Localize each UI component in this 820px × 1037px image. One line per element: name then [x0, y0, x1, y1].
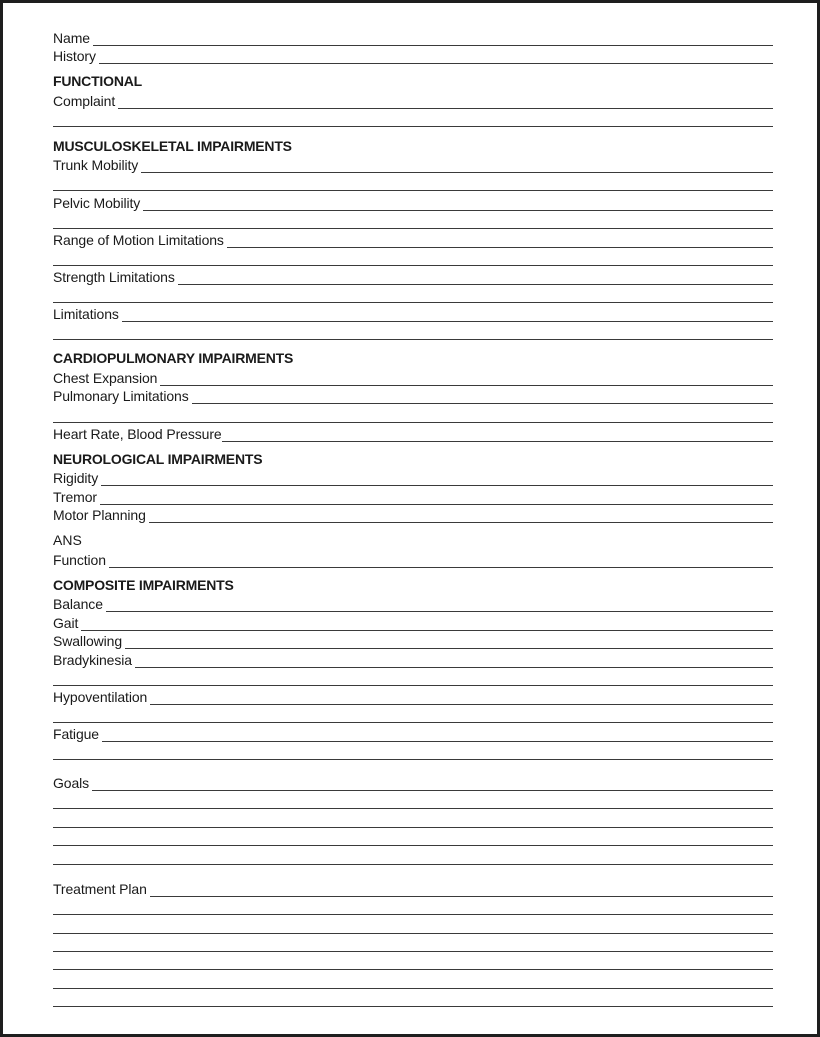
gait-field[interactable] — [81, 614, 773, 631]
complaint-row — [53, 91, 773, 109]
composite-heading: COMPOSITE IMPAIRMENTS — [53, 577, 234, 593]
strength-limitations-label: Strength Limitations — [53, 269, 175, 285]
treatment-plan-continuation-row — [53, 897, 773, 915]
goals-continuation-row — [53, 828, 773, 846]
pelvic-mobility-field-line-2[interactable] — [53, 212, 773, 229]
goals-row — [53, 773, 773, 791]
rigidity-label: Rigidity — [53, 470, 99, 486]
goals-field-line-2[interactable] — [53, 792, 773, 809]
bradykinesia-field[interactable] — [135, 651, 773, 668]
trunk-mobility-field-line-2[interactable] — [53, 174, 773, 191]
rom-limitations-continuation-row — [53, 248, 773, 266]
goals-continuation-row — [53, 791, 773, 809]
bradykinesia-row — [53, 650, 773, 668]
pelvic-mobility-field[interactable] — [143, 194, 773, 211]
limitations-continuation-row — [53, 322, 773, 340]
function-row — [53, 550, 773, 568]
fatigue-continuation-row — [53, 742, 773, 760]
heart-rate-bp-row — [53, 424, 773, 442]
trunk-mobility-field[interactable] — [141, 156, 773, 173]
rom-limitations-field[interactable] — [227, 231, 773, 248]
chest-expansion-field[interactable] — [160, 369, 773, 386]
motor-planning-label: Motor Planning — [53, 507, 146, 523]
limitations-field[interactable] — [122, 305, 773, 322]
heart-rate-bp-field[interactable] — [222, 425, 773, 442]
strength-limitations-row — [53, 267, 773, 285]
bradykinesia-continuation-row — [53, 668, 773, 686]
goals-continuation-row — [53, 847, 773, 865]
rom-limitations-field-line-2[interactable] — [53, 249, 773, 266]
pulmonary-limitations-continuation-row — [53, 405, 773, 423]
strength-limitations-field-line-2[interactable] — [53, 286, 773, 303]
fatigue-field[interactable] — [102, 725, 773, 742]
treatment-plan-continuation-row — [53, 934, 773, 952]
pulmonary-limitations-label: Pulmonary Limitations — [53, 388, 189, 404]
functional-heading: FUNCTIONAL — [53, 73, 142, 89]
tremor-field[interactable] — [100, 488, 773, 505]
name-field[interactable] — [93, 29, 773, 46]
treatment-plan-field-line-5[interactable] — [53, 953, 773, 970]
swallowing-field[interactable] — [125, 632, 773, 649]
complaint-continuation-row — [53, 109, 773, 127]
complaint-field-line-2[interactable] — [53, 110, 773, 127]
pulmonary-limitations-row — [53, 386, 773, 404]
trunk-mobility-label: Trunk Mobility — [53, 157, 139, 173]
hypoventilation-label: Hypoventilation — [53, 689, 148, 705]
limitations-row — [53, 304, 773, 322]
pulmonary-limitations-field-line-2[interactable] — [53, 406, 773, 423]
trunk-mobility-row — [53, 155, 773, 173]
treatment-plan-field-line-7[interactable] — [53, 990, 773, 1007]
goals-field-line-3[interactable] — [53, 811, 773, 828]
chest-expansion-row — [53, 368, 773, 386]
treatment-plan-label: Treatment Plan — [53, 881, 147, 897]
fatigue-field-line-2[interactable] — [53, 743, 773, 760]
bradykinesia-label: Bradykinesia — [53, 652, 132, 668]
balance-field[interactable] — [106, 595, 773, 612]
fatigue-row — [53, 724, 773, 742]
goals-label: Goals — [53, 775, 90, 791]
complaint-field[interactable] — [118, 92, 773, 109]
musculoskeletal-heading: MUSCULOSKELETAL IMPAIRMENTS — [53, 138, 292, 154]
strength-limitations-continuation-row — [53, 285, 773, 303]
tremor-row — [53, 487, 773, 505]
heart-rate-bp-label: Heart Rate, Blood Pressure — [53, 426, 222, 442]
pulmonary-limitations-field[interactable] — [192, 387, 773, 404]
fatigue-label: Fatigue — [53, 726, 99, 742]
gait-label: Gait — [53, 615, 79, 631]
balance-row — [53, 594, 773, 612]
hypoventilation-field-line-2[interactable] — [53, 706, 773, 723]
goals-field[interactable] — [92, 774, 773, 791]
cardiopulmonary-heading: CARDIOPULMONARY IMPAIRMENTS — [53, 350, 294, 366]
treatment-plan-field[interactable] — [150, 880, 773, 897]
ans-label: ANS — [53, 532, 82, 548]
rigidity-row — [53, 468, 773, 486]
limitations-field-line-2[interactable] — [53, 323, 773, 340]
treatment-plan-field-line-4[interactable] — [53, 935, 773, 952]
function-field[interactable] — [109, 551, 773, 568]
hypoventilation-continuation-row — [53, 705, 773, 723]
bradykinesia-field-line-2[interactable] — [53, 669, 773, 686]
balance-label: Balance — [53, 596, 103, 612]
chest-expansion-label: Chest Expansion — [53, 370, 158, 386]
treatment-plan-field-line-3[interactable] — [53, 917, 773, 934]
pelvic-mobility-continuation-row — [53, 211, 773, 229]
goals-continuation-row — [53, 810, 773, 828]
treatment-plan-continuation-row — [53, 989, 773, 1007]
treatment-plan-field-line-6[interactable] — [53, 972, 773, 989]
treatment-plan-row — [53, 879, 773, 897]
motor-planning-field[interactable] — [149, 506, 773, 523]
treatment-plan-field-line-2[interactable] — [53, 898, 773, 915]
treatment-plan-continuation-row — [53, 952, 773, 970]
treatment-plan-continuation-row — [53, 971, 773, 989]
strength-limitations-field[interactable] — [178, 268, 773, 285]
neurological-heading: NEUROLOGICAL IMPAIRMENTS — [53, 451, 263, 467]
history-field[interactable] — [99, 47, 773, 64]
rigidity-field[interactable] — [101, 469, 773, 486]
name-row — [53, 28, 773, 46]
history-label: History — [53, 48, 96, 64]
tremor-label: Tremor — [53, 489, 97, 505]
gait-row — [53, 613, 773, 631]
hypoventilation-row — [53, 687, 773, 705]
hypoventilation-field[interactable] — [150, 688, 773, 705]
goals-field-line-4[interactable] — [53, 829, 773, 846]
history-row — [53, 46, 773, 64]
name-label: Name — [53, 30, 90, 46]
goals-field-line-5[interactable] — [53, 848, 773, 865]
trunk-mobility-continuation-row — [53, 173, 773, 191]
limitations-label: Limitations — [53, 306, 119, 322]
swallowing-row — [53, 631, 773, 649]
function-label: Function — [53, 552, 106, 568]
swallowing-label: Swallowing — [53, 633, 123, 649]
pelvic-mobility-label: Pelvic Mobility — [53, 195, 141, 211]
rom-limitations-label: Range of Motion Limitations — [53, 232, 224, 248]
treatment-plan-continuation-row — [53, 916, 773, 934]
motor-planning-row — [53, 505, 773, 523]
complaint-label: Complaint — [53, 93, 116, 109]
rom-limitations-row — [53, 230, 773, 248]
pelvic-mobility-row — [53, 193, 773, 211]
